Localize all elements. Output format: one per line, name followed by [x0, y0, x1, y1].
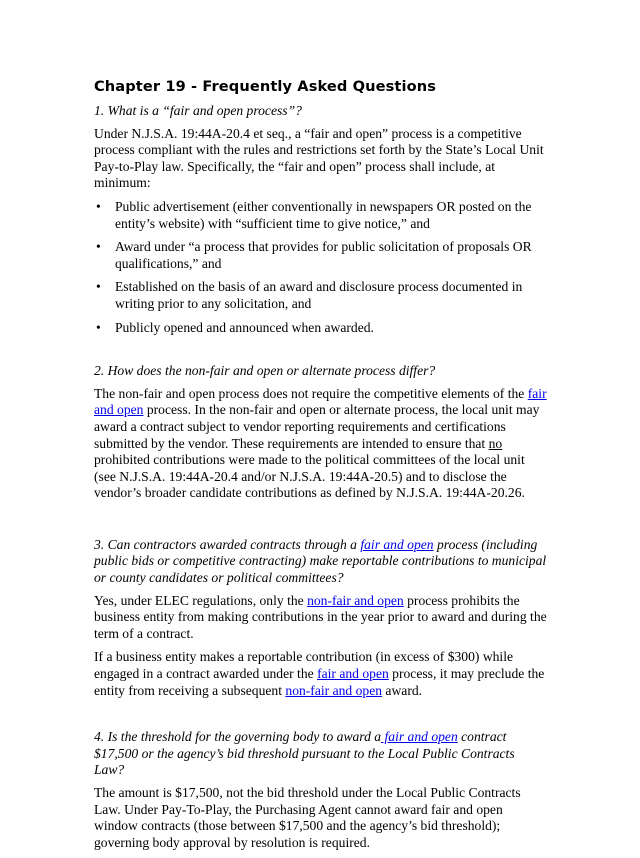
list-item-text: Public advertisement (either conventionally in newspapers OR posted on the entity’s website) with “sufficient time to give notice,” and [115, 198, 532, 231]
answer-4: The amount is $17,500, not the bid threshold under the Local Public Contracts Law. Under Pay-To-Play, the Purchasing Agent cannot award fair and open window contracts (those between $17,500 and the agency’s bid threshold); governing body approval by resolution is required. [94, 785, 521, 850]
document-page [94, 78, 548, 858]
bullet-icon: • [96, 239, 101, 255]
non-fair-and-open-link[interactable]: non-fair and open [307, 592, 404, 608]
question-2: 2. How does the non-fair and open or alternate process differ? [94, 363, 436, 379]
answer-3-paragraph-1: Yes, under ELEC regulations, only the non-fair and open process prohibits the business entity from making contributions in the year prior to award and during the term of a contract. [94, 592, 547, 641]
bullet-icon: • [96, 279, 101, 295]
underlined-no: no [488, 435, 503, 451]
list-item-text: Publicly opened and announced when awarded. [115, 319, 374, 335]
list-item-text: Award under “a process that provides for public solicitation of proposals OR qualifications,” and [115, 239, 532, 271]
list-item [94, 239, 548, 272]
list-item [94, 199, 548, 232]
page-title: Chapter 19 - Frequently Asked Questions [94, 78, 436, 95]
list-item [94, 320, 548, 337]
list-item-text: Established on the basis of an award and disclosure process documented in writing prior to any solicitation, and [115, 279, 523, 311]
list-item [94, 279, 548, 312]
answer-3-paragraph-2: If a business entity makes a reportable contribution (in excess of $300) while engaged in a contract awarded under the fair and open process, it may preclude the entity from receiving a subsequent non-fair and open award. [94, 649, 545, 698]
bullet-icon: • [96, 198, 101, 214]
question-3: 3. Can contractors awarded contracts through a fair and open process (including public bids or competitive contracting) make reportable contributions to municipal or county candidates or political committees? [94, 536, 547, 586]
answer-1-intro: Under N.J.S.A. 19:44A-20.4 et seq., a “fair and open” process is a competitive process compliant with the rules and restrictions set forth by the State’s Local Unit Pay-to-Play law. Specifically, the “fair and open” process shall include, at minimum: [94, 125, 544, 191]
non-fair-and-open-link[interactable]: non-fair and open [285, 682, 383, 698]
fair-and-open-link[interactable]: fair and open [94, 385, 547, 418]
fair-and-open-link[interactable]: fair and open [360, 536, 434, 552]
answer-2: The non-fair and open process does not require the competitive elements of the fair and open process. In the non-fair and open or alternate process, the local unit may award a contract subject to vendor reporting requirements and certifications submitted by the vendor. These requirements are intended to ensure that no prohibited contributions were made to the political committees of the local unit (see N.J.S.A. 19:44A-20.4 and/or N.J.S.A. 19:44A-20.5) and to disclose the vendor’s broader candidate contributions as defined by N.J.S.A. 19:44A-20.26. [94, 385, 547, 501]
fair-open-requirements-list [94, 199, 548, 336]
question-4: 4. Is the threshold for the governing body to award a fair and open contract $17,500 or the agency’s bid threshold pursuant to the Local Public Contracts Law? [94, 729, 515, 778]
fair-and-open-link[interactable]: fair and open [317, 666, 389, 682]
question-1: 1. What is a “fair and open process”? [94, 103, 302, 118]
bullet-icon: • [96, 319, 101, 335]
fair-and-open-link[interactable]: fair and open [381, 729, 458, 745]
